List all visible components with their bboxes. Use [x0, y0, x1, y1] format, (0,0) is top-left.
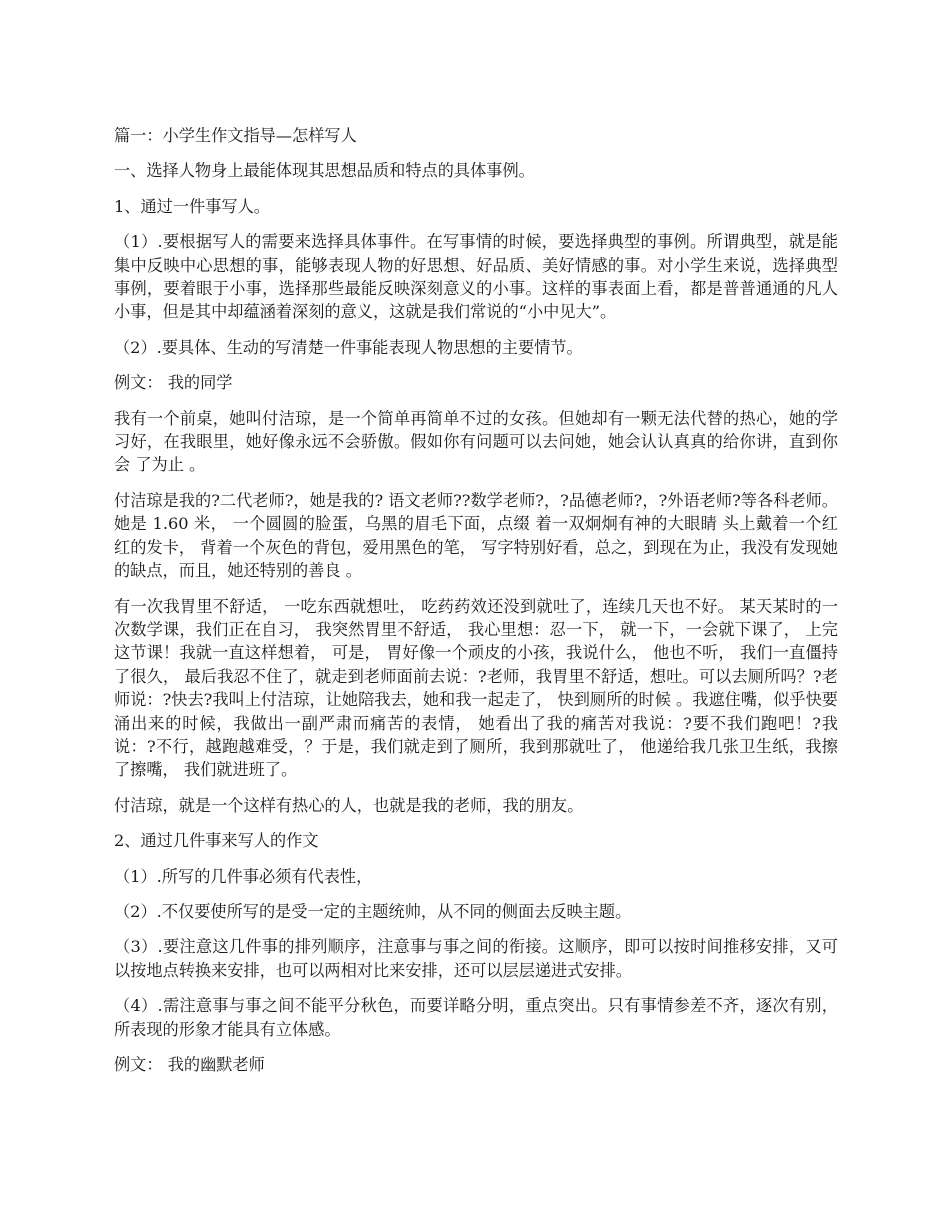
- paragraph: （2）.不仅要使所写的是受一定的主题统帅，从不同的侧面去反映主题。: [114, 901, 632, 921]
- paragraph: （4）.需注意事与事之间不能平分秋色，而要详略分明，重点突出。只有事情参差不齐，逐次有别，所表现的形象才能具有立体感。: [114, 996, 838, 1039]
- paragraph: （2）.要具体、生动的写清楚一件事能表现人物思想的主要情节。: [114, 337, 583, 357]
- paragraph: （1）.所写的几件事必须有代表性，: [114, 866, 373, 886]
- example-title: 例文： 我的幽默老师: [114, 1055, 265, 1074]
- document-title: 篇一：小学生作文指导—怎样写人: [114, 126, 357, 145]
- subsection-heading: 1、通过一件事写人。: [114, 196, 270, 216]
- document-body: [114, 124, 838, 1088]
- paragraph: （3）.要注意这几件事的排列顺序，注意事与事之间的衔接。这顺序，即可以按时间推移安排，又可以按地点转换来安排，也可以两相对比来安排，还可以层层递进式安排。: [114, 937, 838, 980]
- subsection-heading: 2、通过几件事来写人的作文: [114, 831, 319, 851]
- paragraph: 付洁琼是我的?二代老师?，她是我的? 语文老师??数学老师?，?品德老师?，?外语老师?等各科老师。她是 1.60 米， 一个圆圆的脸蛋，乌黑的眉毛下面，点缀 着一双炯炯有神的大眼睛 头上戴着一个红红的发卡， 背着一个灰色的背包，爱用黑色的笔， 写字特别好看，总之，到现在为止，我没有发现她的缺点，而且，她还特别的善良 。: [114, 490, 838, 581]
- example-title: 例文： 我的同学: [114, 373, 233, 393]
- section-heading: 一、选择人物身上最能体现其思想品质和特点的具体事例。: [114, 161, 535, 181]
- paragraph: 有一次我胃里不舒适， 一吃东西就想吐， 吃药药效还没到就吐了，连续几天也不好。 某天某时的一次数学课，我们正在自习， 我突然胃里不舒适， 我心里想：忍一下， 就一下，一会就下课了， 上完这节课！我就一直这样想着， 可是， 胃好像一个顽皮的小孩，我说什么， 他也不听， 我们一直僵持了很久， 最后我忍不住了，就走到老师面前去说：?老师，我胃里不舒适，想吐。可以去厕所吗？?老师说：?快去?我叫上付洁琼，让她陪我去，她和我一起走了， 快到厕所的时候 。我遮住嘴，似乎快要涌出来的时候，我做出一副严肃而痛苦的表情， 她看出了我的痛苦对我说：?要不我们跑吧！?我说：?不行，越跑越难受，？于是，我们就走到了厕所，我到那就吐了， 他递给我几张卫生纸，我擦了擦嘴， 我们就进班了。: [114, 596, 838, 780]
- paragraph: （1）.要根据写人的需要来选择具体事件。在写事情的时候，要选择典型的事例。所谓典型，就是能集中反映中心思想的事，能够表现人物的好思想、好品质、美好情感的事。对小学生来说，选择典型事例，要着眼于小事，选择那些最能反映深刻意义的小事。这样的事表面上看，都是普普通通的凡人小事，但是其中却蕴涵着深刻的意义，这就是我们常说的“小中见大”。: [114, 232, 838, 322]
- paragraph: 我有一个前桌，她叫付洁琼，是一个简单再简单不过的女孩。但她却有一颗无法代替的热心，她的学习好，在我眼里，她好像永远不会骄傲。假如你有问题可以去问她，她会认认真真的给你讲，直到你会 了为止 。: [114, 408, 838, 475]
- paragraph: 付洁琼，就是一个这样有热心的人，也就是我的老师，我的朋友。: [114, 795, 584, 815]
